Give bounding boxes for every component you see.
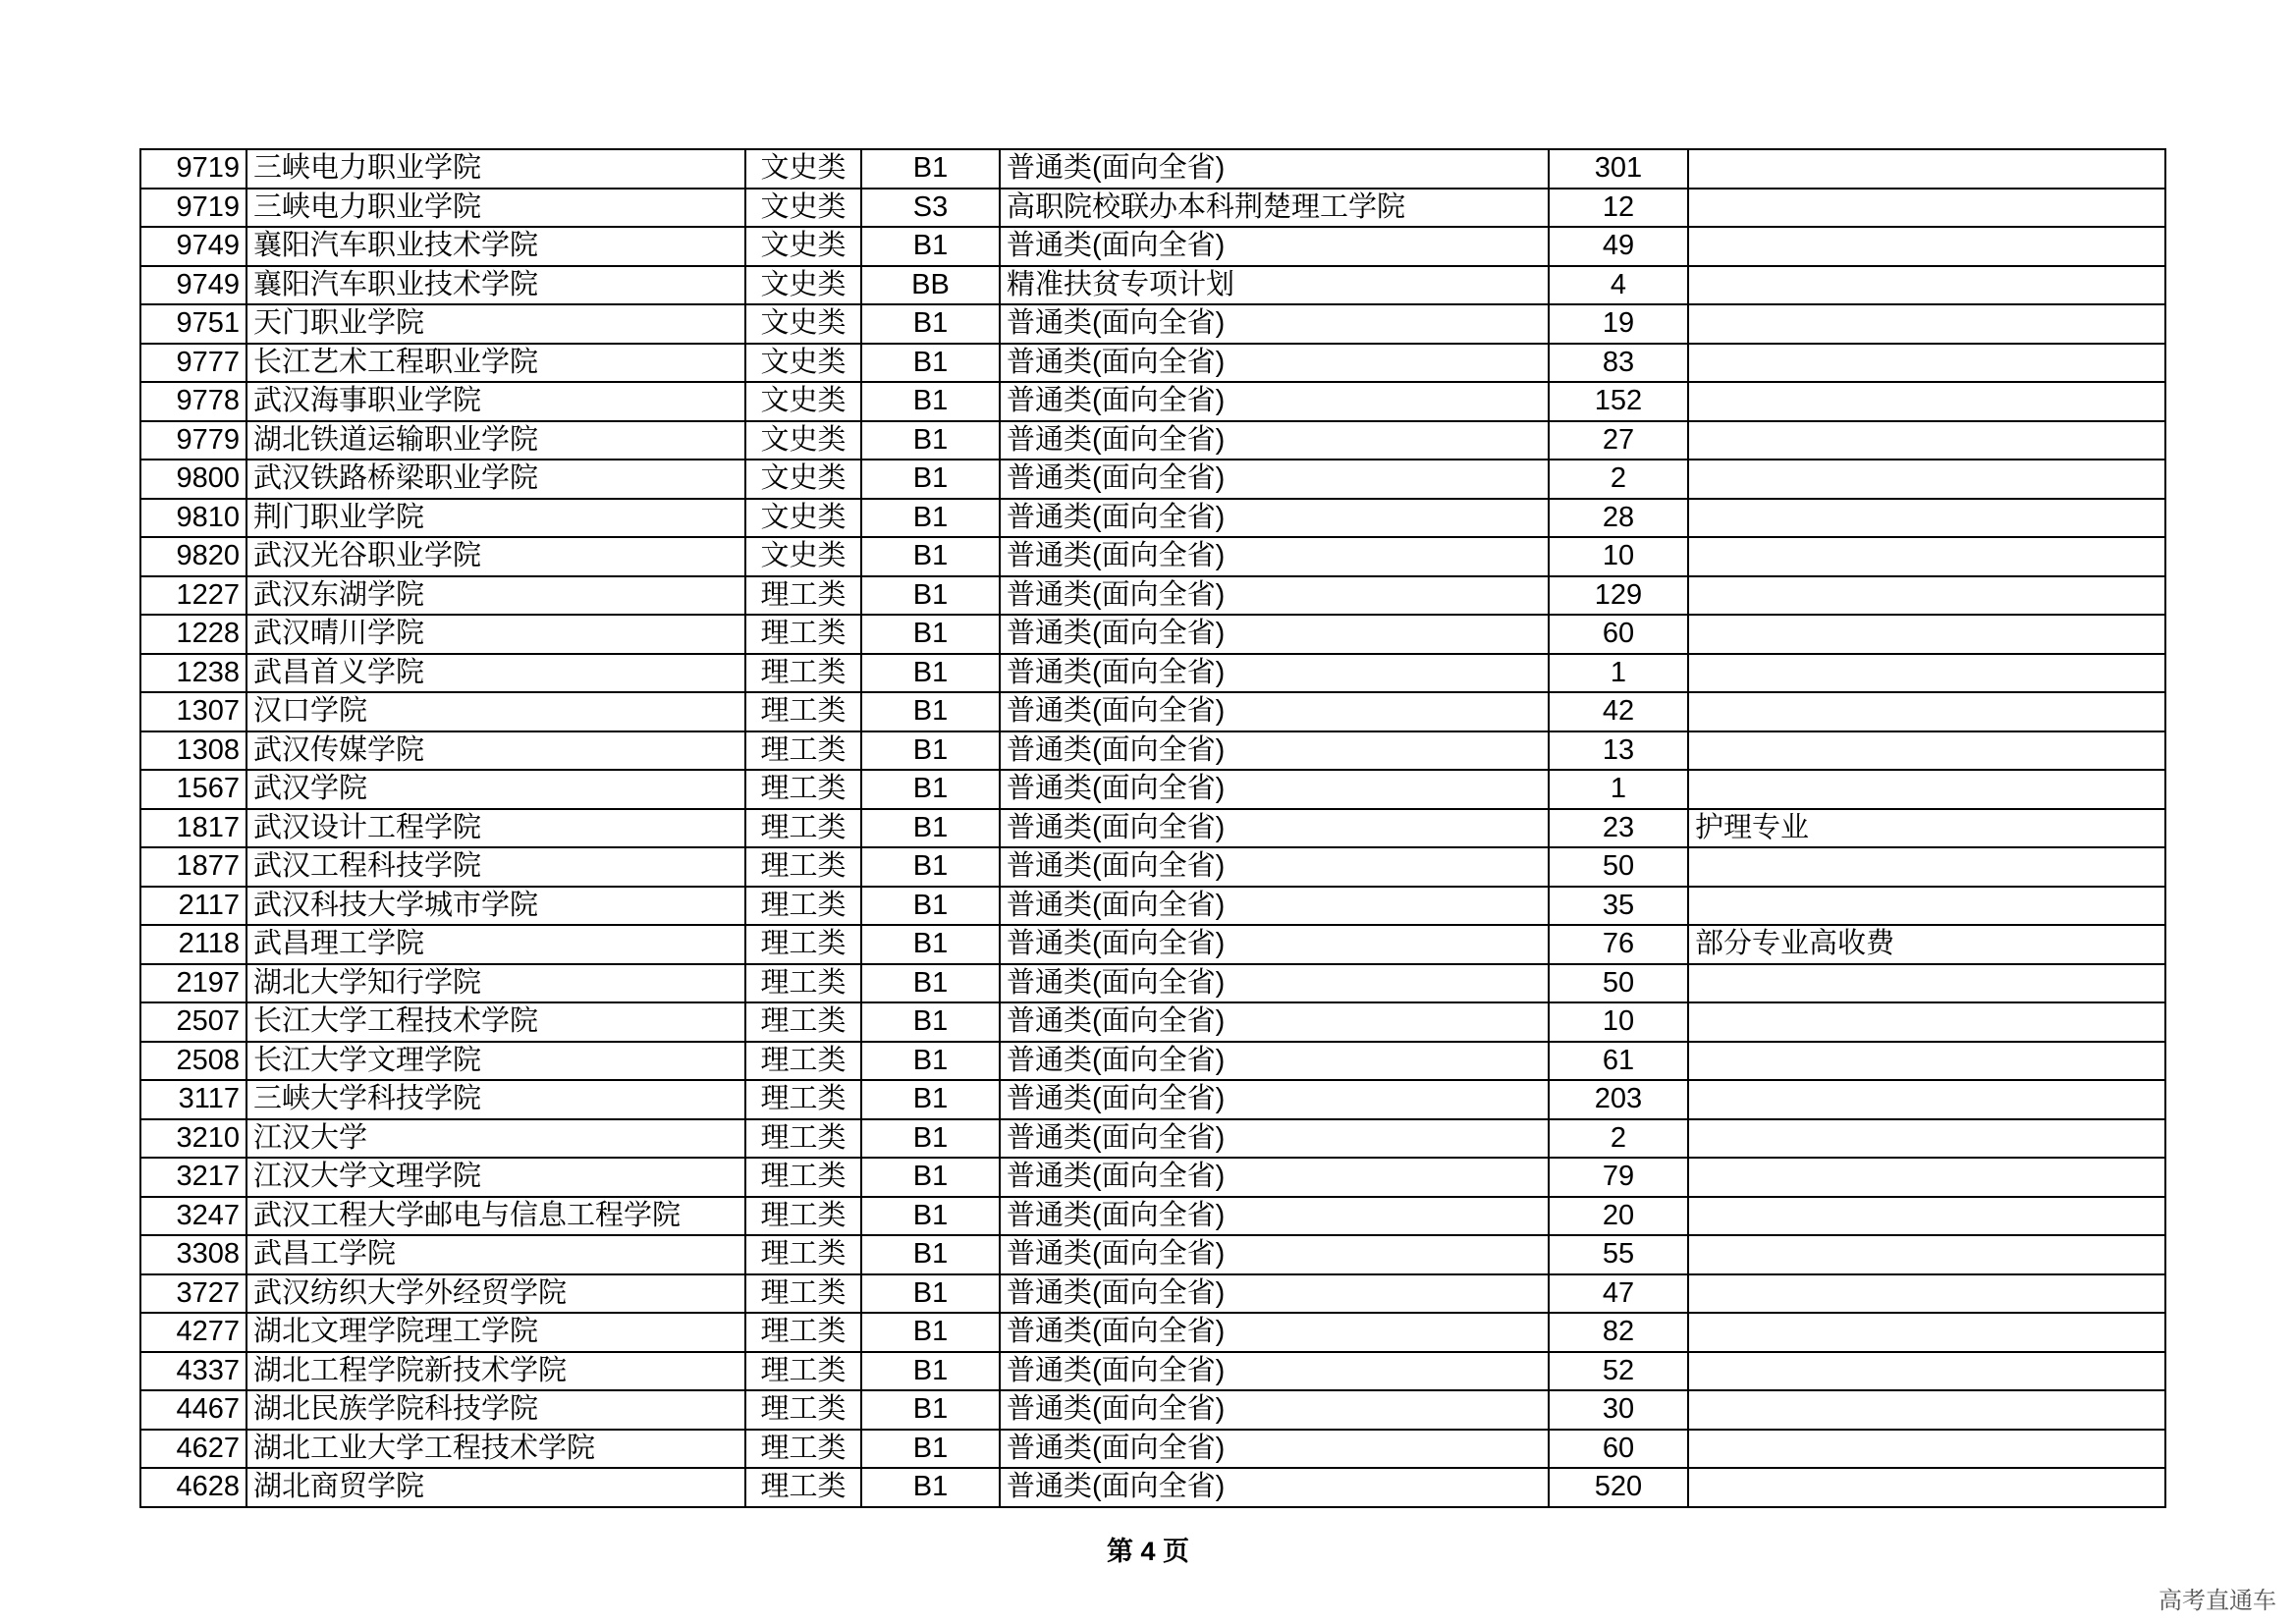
- school-code-cell: 1228: [140, 615, 246, 654]
- category-cell: 理工类: [745, 1119, 861, 1159]
- plan-type-cell: 普通类(面向全省): [1000, 1042, 1549, 1081]
- table-row: [140, 964, 2165, 1003]
- school-name-cell: 武汉铁路桥梁职业学院: [246, 460, 745, 499]
- enrollment-count-cell: 152: [1549, 382, 1688, 421]
- batch-type-cell: B1: [861, 847, 1000, 887]
- enrollment-table: [139, 148, 2166, 1508]
- batch-type-cell: B1: [861, 1197, 1000, 1236]
- school-name-cell: 湖北工程学院新技术学院: [246, 1352, 745, 1391]
- table-row: [140, 227, 2165, 266]
- school-name-cell: 湖北商贸学院: [246, 1468, 745, 1507]
- note-cell: [1688, 847, 2165, 887]
- table-row: [140, 731, 2165, 771]
- note-cell: [1688, 1042, 2165, 1081]
- school-name-cell: 天门职业学院: [246, 304, 745, 344]
- enrollment-count-cell: 52: [1549, 1352, 1688, 1391]
- plan-type-cell: 普通类(面向全省): [1000, 537, 1549, 576]
- plan-type-cell: 普通类(面向全省): [1000, 1352, 1549, 1391]
- category-cell: 文史类: [745, 421, 861, 460]
- plan-type-cell: 普通类(面向全省): [1000, 576, 1549, 616]
- table-row: [140, 615, 2165, 654]
- batch-type-cell: B1: [861, 1119, 1000, 1159]
- enrollment-count-cell: 19: [1549, 304, 1688, 344]
- school-code-cell: 9719: [140, 189, 246, 228]
- school-name-cell: 湖北铁道运输职业学院: [246, 421, 745, 460]
- enrollment-count-cell: 49: [1549, 227, 1688, 266]
- note-cell: [1688, 654, 2165, 693]
- plan-type-cell: 普通类(面向全省): [1000, 770, 1549, 809]
- batch-type-cell: B1: [861, 809, 1000, 848]
- school-name-cell: 武汉工程科技学院: [246, 847, 745, 887]
- batch-type-cell: B1: [861, 304, 1000, 344]
- note-cell: [1688, 421, 2165, 460]
- enrollment-count-cell: 1: [1549, 654, 1688, 693]
- table-row: [140, 1352, 2165, 1391]
- table-row: [140, 1468, 2165, 1507]
- category-cell: 理工类: [745, 576, 861, 616]
- school-name-cell: 武昌理工学院: [246, 925, 745, 964]
- school-code-cell: 1227: [140, 576, 246, 616]
- school-code-cell: 1567: [140, 770, 246, 809]
- category-cell: 文史类: [745, 227, 861, 266]
- table-row: [140, 809, 2165, 848]
- enrollment-count-cell: 76: [1549, 925, 1688, 964]
- school-name-cell: 江汉大学: [246, 1119, 745, 1159]
- category-cell: 文史类: [745, 149, 861, 189]
- school-code-cell: 9749: [140, 266, 246, 305]
- plan-type-cell: 普通类(面向全省): [1000, 847, 1549, 887]
- plan-type-cell: 高职院校联办本科荆楚理工学院: [1000, 189, 1549, 228]
- note-cell: [1688, 227, 2165, 266]
- category-cell: 理工类: [745, 1235, 861, 1274]
- table-row: [140, 1274, 2165, 1314]
- note-cell: [1688, 615, 2165, 654]
- category-cell: 文史类: [745, 460, 861, 499]
- school-name-cell: 武汉工程大学邮电与信息工程学院: [246, 1197, 745, 1236]
- school-code-cell: 1817: [140, 809, 246, 848]
- plan-type-cell: 普通类(面向全省): [1000, 1468, 1549, 1507]
- school-name-cell: 襄阳汽车职业技术学院: [246, 266, 745, 305]
- category-cell: 理工类: [745, 964, 861, 1003]
- table-row: [140, 537, 2165, 576]
- enrollment-count-cell: 79: [1549, 1158, 1688, 1197]
- batch-type-cell: B1: [861, 1158, 1000, 1197]
- school-code-cell: 9719: [140, 149, 246, 189]
- table-row: [140, 266, 2165, 305]
- enrollment-count-cell: 23: [1549, 809, 1688, 848]
- note-cell: [1688, 1352, 2165, 1391]
- table-body: [140, 149, 2165, 1507]
- batch-type-cell: B1: [861, 654, 1000, 693]
- category-cell: 理工类: [745, 847, 861, 887]
- school-name-cell: 荆门职业学院: [246, 499, 745, 538]
- plan-type-cell: 普通类(面向全省): [1000, 615, 1549, 654]
- note-cell: [1688, 1430, 2165, 1469]
- note-cell: [1688, 149, 2165, 189]
- page-number: 第 4 页: [1106, 1537, 1190, 1566]
- batch-type-cell: B1: [861, 615, 1000, 654]
- enrollment-count-cell: 129: [1549, 576, 1688, 616]
- batch-type-cell: B1: [861, 149, 1000, 189]
- note-cell: [1688, 537, 2165, 576]
- category-cell: 理工类: [745, 1274, 861, 1314]
- category-cell: 文史类: [745, 266, 861, 305]
- batch-type-cell: B1: [861, 1468, 1000, 1507]
- enrollment-count-cell: 55: [1549, 1235, 1688, 1274]
- batch-type-cell: B1: [861, 537, 1000, 576]
- school-name-cell: 三峡大学科技学院: [246, 1080, 745, 1119]
- enrollment-count-cell: 10: [1549, 1002, 1688, 1042]
- plan-type-cell: 普通类(面向全省): [1000, 227, 1549, 266]
- note-cell: [1688, 1235, 2165, 1274]
- note-cell: [1688, 1119, 2165, 1159]
- enrollment-count-cell: 60: [1549, 615, 1688, 654]
- table-row: [140, 1080, 2165, 1119]
- category-cell: 理工类: [745, 1002, 861, 1042]
- note-cell: [1688, 266, 2165, 305]
- school-code-cell: 9779: [140, 421, 246, 460]
- school-code-cell: 3217: [140, 1158, 246, 1197]
- school-name-cell: 湖北大学知行学院: [246, 964, 745, 1003]
- enrollment-count-cell: 82: [1549, 1313, 1688, 1352]
- enrollment-count-cell: 2: [1549, 460, 1688, 499]
- note-cell: [1688, 1390, 2165, 1430]
- school-code-cell: 9777: [140, 344, 246, 383]
- plan-type-cell: 普通类(面向全省): [1000, 1119, 1549, 1159]
- school-code-cell: 9749: [140, 227, 246, 266]
- plan-type-cell: 普通类(面向全省): [1000, 499, 1549, 538]
- plan-type-cell: 普通类(面向全省): [1000, 421, 1549, 460]
- table-row: [140, 382, 2165, 421]
- category-cell: 文史类: [745, 189, 861, 228]
- enrollment-count-cell: 83: [1549, 344, 1688, 383]
- school-code-cell: 1877: [140, 847, 246, 887]
- school-code-cell: 1308: [140, 731, 246, 771]
- enrollment-count-cell: 50: [1549, 847, 1688, 887]
- school-name-cell: 武汉光谷职业学院: [246, 537, 745, 576]
- school-name-cell: 武汉海事职业学院: [246, 382, 745, 421]
- note-cell: [1688, 1197, 2165, 1236]
- note-cell: [1688, 460, 2165, 499]
- category-cell: 理工类: [745, 1313, 861, 1352]
- school-code-cell: 4628: [140, 1468, 246, 1507]
- batch-type-cell: B1: [861, 692, 1000, 731]
- table-row: [140, 421, 2165, 460]
- category-cell: 理工类: [745, 1352, 861, 1391]
- note-cell: [1688, 887, 2165, 926]
- table-row: [140, 1313, 2165, 1352]
- category-cell: 理工类: [745, 1042, 861, 1081]
- school-name-cell: 武汉晴川学院: [246, 615, 745, 654]
- note-cell: [1688, 1002, 2165, 1042]
- batch-type-cell: B1: [861, 1352, 1000, 1391]
- table-row: [140, 499, 2165, 538]
- table-row: [140, 1430, 2165, 1469]
- batch-type-cell: B1: [861, 1274, 1000, 1314]
- school-name-cell: 武昌首义学院: [246, 654, 745, 693]
- category-cell: 文史类: [745, 344, 861, 383]
- enrollment-count-cell: 28: [1549, 499, 1688, 538]
- category-cell: 理工类: [745, 770, 861, 809]
- batch-type-cell: BB: [861, 266, 1000, 305]
- enrollment-count-cell: 50: [1549, 964, 1688, 1003]
- school-name-cell: 武汉设计工程学院: [246, 809, 745, 848]
- school-code-cell: 2507: [140, 1002, 246, 1042]
- school-code-cell: 4277: [140, 1313, 246, 1352]
- plan-type-cell: 普通类(面向全省): [1000, 1274, 1549, 1314]
- school-code-cell: 4467: [140, 1390, 246, 1430]
- table-row: [140, 1235, 2165, 1274]
- category-cell: 理工类: [745, 1080, 861, 1119]
- school-code-cell: 9800: [140, 460, 246, 499]
- category-cell: 文史类: [745, 537, 861, 576]
- school-code-cell: 3247: [140, 1197, 246, 1236]
- note-cell: [1688, 576, 2165, 616]
- school-name-cell: 湖北民族学院科技学院: [246, 1390, 745, 1430]
- table-row: [140, 887, 2165, 926]
- enrollment-count-cell: 20: [1549, 1197, 1688, 1236]
- school-name-cell: 汉口学院: [246, 692, 745, 731]
- school-name-cell: 湖北工业大学工程技术学院: [246, 1430, 745, 1469]
- category-cell: 理工类: [745, 925, 861, 964]
- category-cell: 理工类: [745, 731, 861, 771]
- school-name-cell: 武汉学院: [246, 770, 745, 809]
- note-cell: [1688, 692, 2165, 731]
- school-code-cell: 9778: [140, 382, 246, 421]
- enrollment-count-cell: 35: [1549, 887, 1688, 926]
- plan-type-cell: 普通类(面向全省): [1000, 692, 1549, 731]
- plan-type-cell: 普通类(面向全省): [1000, 382, 1549, 421]
- note-cell: 护理专业: [1688, 809, 2165, 848]
- school-name-cell: 长江艺术工程职业学院: [246, 344, 745, 383]
- enrollment-count-cell: 47: [1549, 1274, 1688, 1314]
- note-cell: [1688, 1158, 2165, 1197]
- school-code-cell: 9820: [140, 537, 246, 576]
- school-name-cell: 长江大学文理学院: [246, 1042, 745, 1081]
- school-code-cell: 4627: [140, 1430, 246, 1469]
- table-row: [140, 344, 2165, 383]
- batch-type-cell: B1: [861, 576, 1000, 616]
- school-name-cell: 武汉传媒学院: [246, 731, 745, 771]
- school-code-cell: 3210: [140, 1119, 246, 1159]
- batch-type-cell: B1: [861, 1042, 1000, 1081]
- school-code-cell: 3727: [140, 1274, 246, 1314]
- table-row: [140, 576, 2165, 616]
- school-code-cell: 9751: [140, 304, 246, 344]
- batch-type-cell: B1: [861, 1390, 1000, 1430]
- enrollment-count-cell: 30: [1549, 1390, 1688, 1430]
- plan-type-cell: 普通类(面向全省): [1000, 1080, 1549, 1119]
- enrollment-count-cell: 4: [1549, 266, 1688, 305]
- plan-type-cell: 精准扶贫专项计划: [1000, 266, 1549, 305]
- enrollment-count-cell: 42: [1549, 692, 1688, 731]
- batch-type-cell: S3: [861, 189, 1000, 228]
- category-cell: 理工类: [745, 1197, 861, 1236]
- enrollment-count-cell: 301: [1549, 149, 1688, 189]
- batch-type-cell: B1: [861, 1430, 1000, 1469]
- table-row: [140, 847, 2165, 887]
- plan-type-cell: 普通类(面向全省): [1000, 654, 1549, 693]
- enrollment-count-cell: 203: [1549, 1080, 1688, 1119]
- school-name-cell: 襄阳汽车职业技术学院: [246, 227, 745, 266]
- batch-type-cell: B1: [861, 344, 1000, 383]
- note-cell: [1688, 964, 2165, 1003]
- batch-type-cell: B1: [861, 964, 1000, 1003]
- note-cell: 部分专业高收费: [1688, 925, 2165, 964]
- note-cell: [1688, 1274, 2165, 1314]
- plan-type-cell: 普通类(面向全省): [1000, 887, 1549, 926]
- note-cell: [1688, 1313, 2165, 1352]
- school-code-cell: 1238: [140, 654, 246, 693]
- table-row: [140, 460, 2165, 499]
- enrollment-count-cell: 520: [1549, 1468, 1688, 1507]
- batch-type-cell: B1: [861, 460, 1000, 499]
- plan-type-cell: 普通类(面向全省): [1000, 304, 1549, 344]
- enrollment-count-cell: 10: [1549, 537, 1688, 576]
- school-code-cell: 4337: [140, 1352, 246, 1391]
- category-cell: 理工类: [745, 1158, 861, 1197]
- batch-type-cell: B1: [861, 1002, 1000, 1042]
- school-name-cell: 武汉科技大学城市学院: [246, 887, 745, 926]
- batch-type-cell: B1: [861, 499, 1000, 538]
- enrollment-count-cell: 13: [1549, 731, 1688, 771]
- school-name-cell: 江汉大学文理学院: [246, 1158, 745, 1197]
- table-row: [140, 149, 2165, 189]
- table-row: [140, 925, 2165, 964]
- school-code-cell: 1307: [140, 692, 246, 731]
- category-cell: 理工类: [745, 1390, 861, 1430]
- note-cell: [1688, 382, 2165, 421]
- category-cell: 理工类: [745, 887, 861, 926]
- school-code-cell: 2118: [140, 925, 246, 964]
- plan-type-cell: 普通类(面向全省): [1000, 1235, 1549, 1274]
- school-code-cell: 3308: [140, 1235, 246, 1274]
- table-row: [140, 304, 2165, 344]
- table-row: [140, 1390, 2165, 1430]
- category-cell: 文史类: [745, 382, 861, 421]
- plan-type-cell: 普通类(面向全省): [1000, 1158, 1549, 1197]
- plan-type-cell: 普通类(面向全省): [1000, 809, 1549, 848]
- plan-type-cell: 普通类(面向全省): [1000, 1197, 1549, 1236]
- plan-type-cell: 普通类(面向全省): [1000, 925, 1549, 964]
- batch-type-cell: B1: [861, 731, 1000, 771]
- school-code-cell: 2197: [140, 964, 246, 1003]
- category-cell: 理工类: [745, 615, 861, 654]
- category-cell: 理工类: [745, 1468, 861, 1507]
- category-cell: 理工类: [745, 1430, 861, 1469]
- note-cell: [1688, 189, 2165, 228]
- plan-type-cell: 普通类(面向全省): [1000, 1390, 1549, 1430]
- category-cell: 理工类: [745, 809, 861, 848]
- table-row: [140, 1158, 2165, 1197]
- table-row: [140, 189, 2165, 228]
- plan-type-cell: 普通类(面向全省): [1000, 731, 1549, 771]
- category-cell: 文史类: [745, 304, 861, 344]
- table-row: [140, 692, 2165, 731]
- school-name-cell: 武汉纺织大学外经贸学院: [246, 1274, 745, 1314]
- table-row: [140, 1002, 2165, 1042]
- batch-type-cell: B1: [861, 925, 1000, 964]
- watermark: 高考直通车: [2159, 1587, 2276, 1614]
- school-name-cell: 三峡电力职业学院: [246, 189, 745, 228]
- school-name-cell: 武汉东湖学院: [246, 576, 745, 616]
- plan-type-cell: 普通类(面向全省): [1000, 149, 1549, 189]
- table-row: [140, 654, 2165, 693]
- category-cell: 文史类: [745, 499, 861, 538]
- table-row: [140, 1119, 2165, 1159]
- school-code-cell: 2508: [140, 1042, 246, 1081]
- batch-type-cell: B1: [861, 1080, 1000, 1119]
- school-code-cell: 2117: [140, 887, 246, 926]
- plan-type-cell: 普通类(面向全省): [1000, 1313, 1549, 1352]
- enrollment-count-cell: 1: [1549, 770, 1688, 809]
- school-code-cell: 3117: [140, 1080, 246, 1119]
- note-cell: [1688, 1080, 2165, 1119]
- batch-type-cell: B1: [861, 1235, 1000, 1274]
- table-row: [140, 770, 2165, 809]
- plan-type-cell: 普通类(面向全省): [1000, 460, 1549, 499]
- note-cell: [1688, 1468, 2165, 1507]
- plan-type-cell: 普通类(面向全省): [1000, 1002, 1549, 1042]
- note-cell: [1688, 344, 2165, 383]
- category-cell: 理工类: [745, 692, 861, 731]
- school-name-cell: 武昌工学院: [246, 1235, 745, 1274]
- enrollment-count-cell: 2: [1549, 1119, 1688, 1159]
- school-name-cell: 湖北文理学院理工学院: [246, 1313, 745, 1352]
- category-cell: 理工类: [745, 654, 861, 693]
- batch-type-cell: B1: [861, 770, 1000, 809]
- note-cell: [1688, 731, 2165, 771]
- school-code-cell: 9810: [140, 499, 246, 538]
- enrollment-count-cell: 61: [1549, 1042, 1688, 1081]
- note-cell: [1688, 499, 2165, 538]
- batch-type-cell: B1: [861, 421, 1000, 460]
- plan-type-cell: 普通类(面向全省): [1000, 964, 1549, 1003]
- note-cell: [1688, 770, 2165, 809]
- batch-type-cell: B1: [861, 1313, 1000, 1352]
- batch-type-cell: B1: [861, 382, 1000, 421]
- school-name-cell: 三峡电力职业学院: [246, 149, 745, 189]
- plan-type-cell: 普通类(面向全省): [1000, 344, 1549, 383]
- school-name-cell: 长江大学工程技术学院: [246, 1002, 745, 1042]
- batch-type-cell: B1: [861, 887, 1000, 926]
- batch-type-cell: B1: [861, 227, 1000, 266]
- enrollment-count-cell: 60: [1549, 1430, 1688, 1469]
- plan-type-cell: 普通类(面向全省): [1000, 1430, 1549, 1469]
- table-row: [140, 1197, 2165, 1236]
- enrollment-count-cell: 27: [1549, 421, 1688, 460]
- note-cell: [1688, 304, 2165, 344]
- table-row: [140, 1042, 2165, 1081]
- enrollment-count-cell: 12: [1549, 189, 1688, 228]
